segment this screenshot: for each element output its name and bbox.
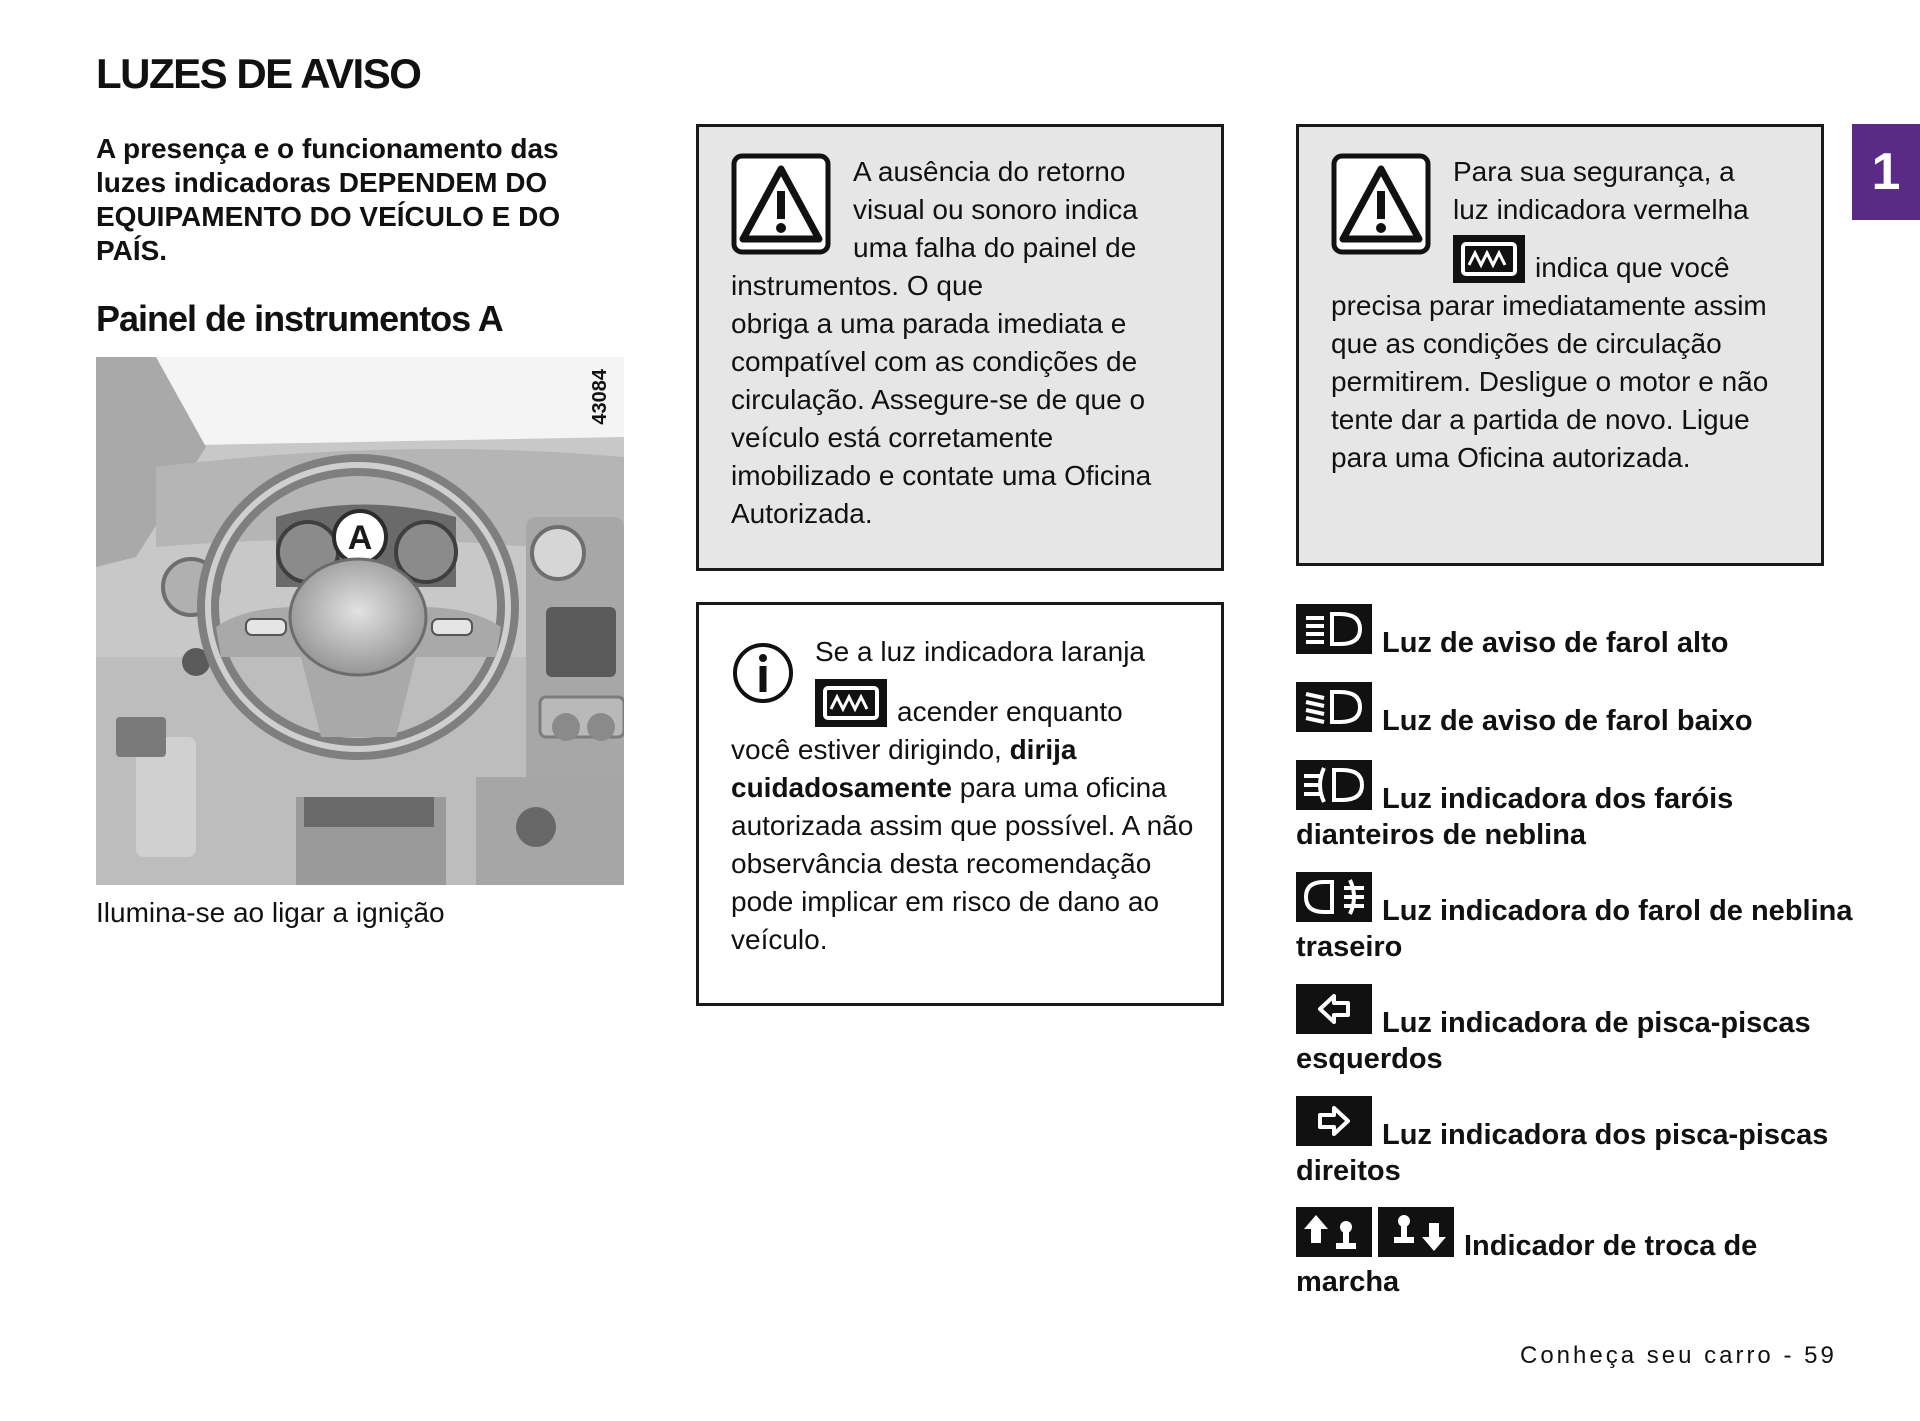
- figure-code: 43084: [589, 369, 611, 425]
- dashboard-illustration: [96, 357, 624, 885]
- legend-item-rear-fog: [1296, 872, 1856, 965]
- page-footer: Conheça seu carro - 59: [1520, 1342, 1837, 1369]
- high-beam-icon: [1296, 604, 1372, 654]
- info-line1: Se a luz indicadora laranja: [815, 636, 1145, 667]
- gear-up-icon: [1296, 1207, 1372, 1257]
- legend-item-left-indicator: [1296, 984, 1856, 1077]
- warning-triangle-icon: [1331, 153, 1431, 255]
- rear-fog-icon: [1296, 872, 1372, 922]
- intro-text: A presença e o funcionamento das luzes indicadoras DEPENDEM DO EQUIPAMENTO DO VEÍCULO E DO PAÍS.: [96, 133, 561, 266]
- page-title: LUZES DE AVISO: [96, 50, 421, 97]
- warning-1-line2: visual ou sonoro indica: [853, 194, 1138, 225]
- info-text: você estiver dirigindo, dirija cuidadosamente para uma oficina autorizada assim que possível. A não observância desta recomendação pode implicar em risco de dano ao veículo.: [731, 734, 1194, 955]
- warning-1-line1: A ausência do retorno: [853, 156, 1126, 187]
- left-indicator-icon: [1296, 984, 1372, 1034]
- warning-triangle-icon: [731, 153, 831, 255]
- legend-item-high-beam: [1296, 604, 1856, 661]
- legend-item-low-beam: [1296, 682, 1856, 739]
- warning-2-line2: luz indicadora vermelha: [1453, 194, 1749, 225]
- warning-box-red-light: [1296, 124, 1824, 566]
- right-indicator-icon: [1296, 1096, 1372, 1146]
- info-line2: acender enquanto: [897, 696, 1123, 727]
- legend-item-front-fog: [1296, 760, 1856, 853]
- info-emphasis: dirija cuidadosamente: [731, 734, 1077, 803]
- legend-label-right-indicator: Luz indicadora dos pisca-piscas direitos: [1296, 1119, 1829, 1187]
- warning-2-line3: indica que você: [1535, 252, 1730, 283]
- front-fog-icon: [1296, 760, 1372, 810]
- warning-1-line3: uma falha do painel de: [853, 232, 1137, 263]
- legend-label-rear-fog: Luz indicadora do farol de neblina traseiro: [1296, 895, 1853, 963]
- warning-box-instrument-panel: [696, 124, 1224, 571]
- legend-label-high-beam: Luz de aviso de farol alto: [1382, 627, 1729, 659]
- warning-1-text: obriga a uma parada imediata e compatível com as condições de circulação. Assegure-se de que o veículo está corretamente imobilizado e contate uma Oficina Autorizada.: [731, 308, 1152, 529]
- warning-2-line1: Para sua segurança, a: [1453, 156, 1735, 187]
- warning-2-text: precisa parar imediatamente assim que as condições de circulação permitirem. Desligue o motor e não tente dar a partida de novo. Ligue para uma Oficina autorizada.: [1331, 290, 1769, 473]
- legend-label-low-beam: Luz de aviso de farol baixo: [1382, 705, 1753, 737]
- legend-label-gear-shift: Indicador de troca de marcha: [1296, 1230, 1758, 1298]
- instrument-failure-icon: [1453, 235, 1525, 283]
- figure-caption: Ilumina-se ao ligar a ignição: [96, 897, 445, 928]
- low-beam-icon: [1296, 682, 1372, 732]
- instrument-failure-icon: [815, 679, 887, 727]
- legend-label-front-fog: Luz indicadora dos faróis dianteiros de neblina: [1296, 783, 1734, 851]
- chapter-tab: 1: [1852, 124, 1920, 220]
- warning-1-line4: instrumentos. O que: [731, 270, 984, 301]
- legend-item-gear-shift: [1296, 1207, 1856, 1300]
- legend-label-left-indicator: Luz indicadora de pisca-piscas esquerdos: [1296, 1007, 1811, 1075]
- callout-a: A: [347, 519, 373, 557]
- info-icon: [731, 641, 795, 705]
- info-box-orange-light: [696, 602, 1224, 1006]
- gear-down-icon: [1378, 1207, 1454, 1257]
- legend-item-right-indicator: [1296, 1096, 1856, 1189]
- section-title: Painel de instrumentos A: [96, 298, 503, 339]
